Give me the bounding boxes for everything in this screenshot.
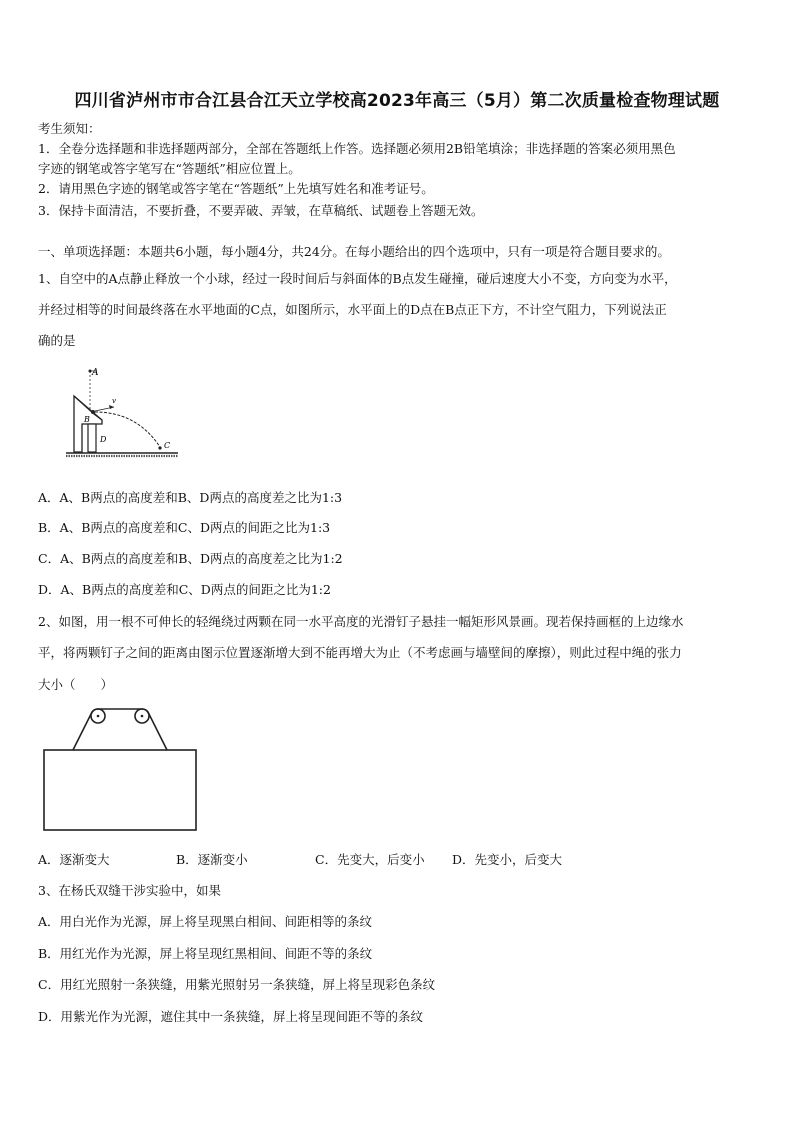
question-2-figure	[40, 700, 200, 836]
question-2-option-d[interactable]: D．先变小，后变大	[452, 852, 563, 867]
question-3-option-a[interactable]: A．用白光作为光源，屏上将呈现黑白相间、间距相等的条纹	[38, 914, 373, 929]
point-c-label: C	[164, 441, 171, 450]
notice-item: 1．全卷分选择题和非选择题两部分，全部在答题纸上作答。选择题必须用2B铅笔填涂；非选择题的答案必须用黑色	[38, 141, 676, 156]
question-1-option-d[interactable]: D．A、B两点的高度差和C、D两点的间距之比为1:2	[38, 582, 331, 597]
question-1-stem-line: 1、自空中的A点静止释放一个小球，经过一段时间后与斜面体的B点发生碰撞，碰后速度大小不变，方向变为水平，	[38, 271, 677, 286]
velocity-label: v	[112, 397, 116, 405]
question-3-option-c[interactable]: C．用红光照射一条狭缝，用紫光照射另一条狭缝，屏上将呈现彩色条纹	[38, 977, 436, 992]
point-a-label: A	[92, 368, 99, 378]
question-1-stem-line: 确的是	[38, 333, 76, 348]
question-2-option-a[interactable]: A．逐渐变大	[38, 852, 110, 867]
point-d-label: D	[100, 435, 107, 444]
question-1-option-c[interactable]: C．A、B两点的高度差和B、D两点的高度差之比为1:2	[38, 551, 343, 566]
question-3-stem: 3、在杨氏双缝干涉实验中，如果	[38, 883, 221, 898]
point-b-label: B	[84, 415, 90, 424]
question-3-option-b[interactable]: B．用红光作为光源，屏上将呈现红黑相间、间距不等的条纹	[38, 946, 373, 961]
notice-heading: 考生须知：	[38, 121, 101, 136]
question-2-stem-line: 2、如图，用一根不可伸长的轻绳绕过两颗在同一水平高度的光滑钉子悬挂一幅矩形风景画。现若保持画框的上边缘水	[38, 614, 684, 629]
notice-item: 3．保持卡面清洁，不要折叠，不要弄破、弄皱，在草稿纸、试题卷上答题无效。	[38, 203, 484, 218]
question-2-stem-line: 平，将两颗钉子之间的距离由图示位置逐渐增大到不能再增大为止（不考虑画与墙壁间的摩擦），则此过程中绳的张力	[38, 645, 682, 660]
question-3-option-d[interactable]: D．用紫光作为光源，遮住其中一条狭缝，屏上将呈现间距不等的条纹	[38, 1009, 424, 1024]
question-1-stem-line: 并经过相等的时间最终落在水平地面的C点，如图所示，水平面上的D点在B点正下方，不计空气阻力，下列说法正	[38, 302, 667, 317]
question-2-option-c[interactable]: C．先变大，后变小	[315, 852, 425, 867]
page-title: 四川省泸州市市合江县合江天立学校高2023年高三（5月）第二次质量检查物理试题	[74, 91, 720, 111]
question-1-option-b[interactable]: B．A、B两点的高度差和C、D两点的间距之比为1:3	[38, 520, 331, 535]
question-2-option-b[interactable]: B．逐渐变小	[176, 852, 248, 867]
question-1-figure	[62, 362, 182, 472]
question-1-option-a[interactable]: A．A、B两点的高度差和B、D两点的高度差之比为1:3	[38, 490, 343, 505]
notice-item: 2．请用黑色字迹的钢笔或答字笔在“答题纸”上先填写姓名和准考证号。	[38, 181, 434, 196]
notice-item: 字迹的钢笔或答字笔写在“答题纸”相应位置上。	[38, 161, 301, 176]
section-heading: 一、单项选择题：本题共6小题，每小题4分，共24分。在每小题给出的四个选项中，只有一项是符合题目要求的。	[38, 244, 670, 259]
question-2-stem-line: 大小（ ）	[38, 677, 114, 692]
